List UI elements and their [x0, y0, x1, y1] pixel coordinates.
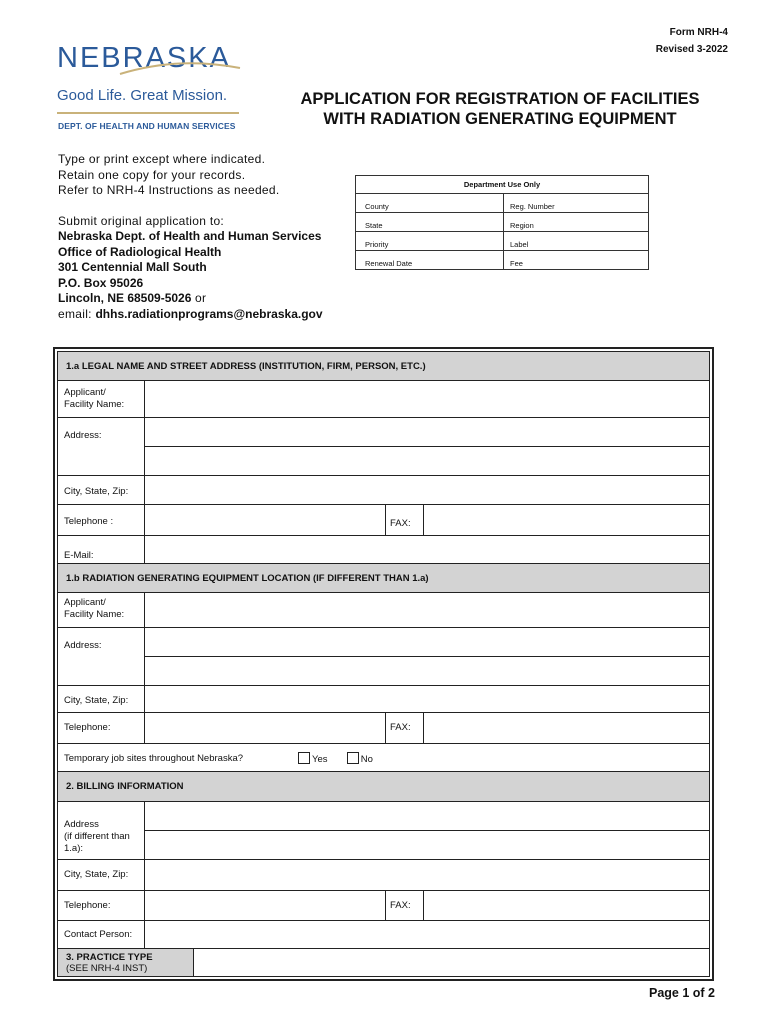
- billing-telephone-label: Telephone:: [64, 900, 111, 911]
- row-1a-city: [58, 476, 709, 505]
- city-input-1b[interactable]: [145, 686, 709, 712]
- city-label-1b: City, State, Zip:: [64, 695, 129, 706]
- row-1b-facility: [58, 593, 709, 628]
- application-form: [53, 347, 714, 981]
- no-label: No: [360, 754, 373, 765]
- dept-use-row: [356, 251, 648, 269]
- row-1a-phone: [58, 505, 709, 536]
- nebraska-logo-wordmark: NEBRASKA: [57, 42, 231, 74]
- applicant-label: Applicant/: [64, 597, 106, 608]
- contact-person-input[interactable]: [145, 921, 709, 948]
- form-number: Form NRH-4: [669, 27, 728, 38]
- instruction-line: Retain one copy for your records.: [58, 167, 246, 182]
- practice-type-input[interactable]: [195, 949, 709, 976]
- department-use-box: [355, 175, 649, 270]
- section-1a-title: 1.a LEGAL NAME AND STREET ADDRESS (INSTITUTION, FIRM, PERSON, ETC.): [66, 360, 426, 372]
- dept-use-cell: Renewal Date: [356, 251, 504, 269]
- row-1b-phone: [58, 713, 709, 744]
- section-3-title: 3. PRACTICE TYPE: [66, 952, 153, 963]
- dept-use-row: [356, 194, 648, 213]
- contact-email-link[interactable]: dhhs.radiationprograms@nebraska.gov: [95, 306, 323, 321]
- or-text: or: [191, 291, 207, 305]
- facility-label: [64, 387, 124, 411]
- telephone-label-1b: Telephone:: [64, 722, 111, 733]
- fax-input-1b[interactable]: [424, 713, 709, 743]
- form-id: [656, 24, 728, 58]
- dept-use-cell: Label: [510, 240, 529, 249]
- address-input-1a-line2[interactable]: [145, 447, 709, 475]
- mailing-address-line: Office of Radiological Health: [58, 244, 222, 259]
- mailing-address-line: Nebraska Dept. of Health and Human Services: [58, 229, 322, 243]
- address-input-1b-line2[interactable]: [145, 657, 709, 685]
- address-label-1b: Address:: [64, 640, 102, 651]
- email-label-1a: E-Mail:: [64, 550, 94, 561]
- billing-address-input-line2[interactable]: [145, 831, 709, 859]
- section-1a-header: [58, 352, 709, 381]
- fax-label-1b: FAX:: [390, 722, 411, 733]
- section-3-subtitle: (SEE NRH-4 INST): [66, 963, 148, 974]
- temp-jobs-options: [298, 752, 373, 766]
- section-1b-title: 1.b RADIATION GENERATING EQUIPMENT LOCATION (IF DIFFERENT THAN 1.a): [66, 572, 429, 584]
- billing-address-label-line: Address: [64, 819, 99, 830]
- dept-use-cell: Region: [510, 221, 534, 230]
- row-1a-facility: [58, 381, 709, 418]
- telephone-label-1a: Telephone :: [64, 516, 114, 527]
- department-use-header: Department Use Only: [356, 176, 648, 194]
- form-body: [57, 351, 710, 977]
- billing-city-label: City, State, Zip:: [64, 869, 129, 880]
- dept-use-cell: State: [356, 213, 504, 231]
- address-input-1b-line1[interactable]: [145, 628, 709, 656]
- facility-name-label: Facility Name:: [64, 609, 125, 620]
- mailing-address-line: P.O. Box 95026: [58, 275, 144, 290]
- title-line-2: WITH RADIATION GENERATING EQUIPMENT: [323, 110, 677, 128]
- dept-use-cell: Reg. Number: [510, 202, 555, 211]
- row-2-phone: [58, 891, 709, 921]
- yes-checkbox[interactable]: [298, 752, 310, 764]
- page-number: Page 1 of 2: [649, 986, 715, 1000]
- billing-address-label-line: 1.a):: [64, 843, 84, 854]
- row-1b-address: [58, 628, 709, 686]
- billing-telephone-input[interactable]: [145, 891, 385, 920]
- instruction-line: Type or print except where indicated.: [58, 152, 266, 166]
- logo-divider: [57, 112, 239, 114]
- address-input-1a-line1[interactable]: [145, 418, 709, 446]
- facility-label-1b: [64, 597, 124, 621]
- dept-use-cell: Fee: [510, 259, 523, 268]
- row-1a-address: [58, 418, 709, 476]
- section-2-header: [58, 772, 709, 802]
- facility-name-label: Facility Name:: [64, 399, 125, 410]
- dept-use-row: [356, 213, 648, 232]
- applicant-label: Applicant/: [64, 387, 106, 398]
- fax-label-1a: FAX:: [390, 518, 411, 529]
- email-input-1a[interactable]: [145, 536, 709, 563]
- dept-use-cell: County: [356, 194, 504, 212]
- dept-use-cell: Priority: [356, 232, 504, 250]
- mailing-address-line: 301 Centennial Mall South: [58, 260, 207, 274]
- row-3-practice-type: [58, 949, 709, 976]
- title-line-1: APPLICATION FOR REGISTRATION OF FACILITIES: [300, 90, 700, 108]
- dept-use-row: [356, 232, 648, 251]
- row-2-contact: [58, 921, 709, 949]
- billing-address-label-line: (if different than: [64, 831, 130, 842]
- row-1a-email: [58, 536, 709, 564]
- facility-name-input-1a[interactable]: [145, 381, 709, 417]
- instruction-line: Refer to NRH-4 Instructions as needed.: [58, 183, 280, 197]
- logo-swoosh-icon: [118, 58, 243, 78]
- section-3-header: [58, 949, 194, 976]
- billing-fax-input[interactable]: [424, 891, 709, 920]
- billing-fax-label: FAX:: [390, 900, 411, 911]
- city-input-1a[interactable]: [145, 476, 709, 504]
- instructions: [58, 152, 323, 322]
- temp-jobs-label: Temporary job sites throughout Nebraska?: [64, 753, 244, 764]
- telephone-input-1b[interactable]: [145, 713, 385, 743]
- facility-name-input-1b[interactable]: [145, 593, 709, 627]
- row-2-address: [58, 802, 709, 860]
- billing-address-input-line1[interactable]: [145, 802, 709, 830]
- email-label: email:: [58, 306, 96, 321]
- telephone-input-1a[interactable]: [145, 505, 385, 535]
- form-revised: Revised 3-2022: [655, 44, 728, 55]
- page-title: [270, 89, 730, 129]
- logo-dept-name: DEPT. OF HEALTH AND HUMAN SERVICES: [58, 121, 236, 131]
- submit-label: Submit original application to:: [58, 213, 225, 228]
- yes-label: Yes: [312, 754, 328, 765]
- billing-address-label: [64, 819, 130, 855]
- section-2-title: 2. BILLING INFORMATION: [66, 781, 184, 792]
- row-1b-temp-jobs: [58, 744, 709, 772]
- logo-tagline: Good Life. Great Mission.: [57, 87, 228, 104]
- fax-input-1a[interactable]: [424, 505, 709, 535]
- row-1b-city: [58, 686, 709, 713]
- contact-person-label: Contact Person:: [64, 929, 133, 940]
- section-1b-header: [58, 564, 709, 593]
- city-label-1a: City, State, Zip:: [64, 486, 129, 497]
- billing-city-input[interactable]: [145, 860, 709, 890]
- address-label-1a: Address:: [64, 430, 102, 441]
- mailing-address-line: Lincoln, NE 68509-5026: [58, 291, 192, 305]
- no-checkbox[interactable]: [347, 752, 359, 764]
- row-2-city: [58, 860, 709, 891]
